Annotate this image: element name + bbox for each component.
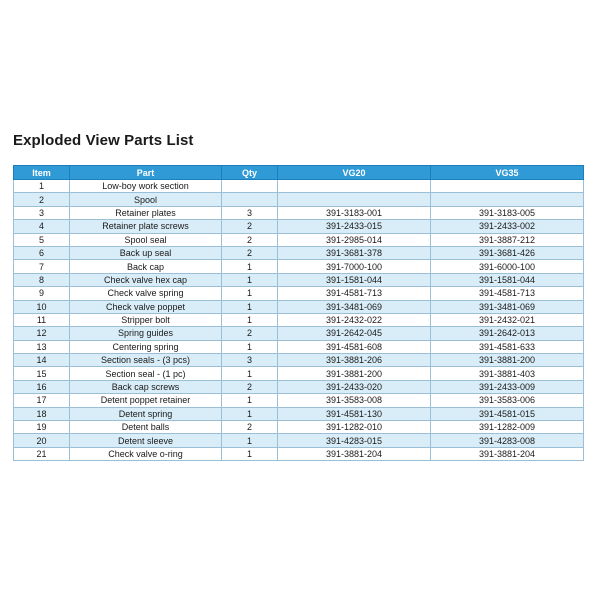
cell-vg35 xyxy=(431,180,584,193)
page-title: Exploded View Parts List xyxy=(13,132,194,149)
cell-vg20: 391-4581-130 xyxy=(278,407,431,420)
cell-vg20: 391-2432-022 xyxy=(278,313,431,326)
cell-part: Section seals - (3 pcs) xyxy=(70,354,222,367)
cell-vg20: 391-3481-069 xyxy=(278,300,431,313)
cell-part: Stripper bolt xyxy=(70,313,222,326)
table-header-row xyxy=(14,166,584,180)
cell-vg20: 391-3583-008 xyxy=(278,394,431,407)
cell-vg35: 391-4581-713 xyxy=(431,287,584,300)
cell-qty: 1 xyxy=(222,287,278,300)
cell-part: Detent balls xyxy=(70,421,222,434)
column-header-vg20: VG20 xyxy=(278,166,431,180)
cell-qty: 1 xyxy=(222,340,278,353)
cell-vg35: 391-4283-008 xyxy=(431,434,584,447)
cell-qty: 2 xyxy=(222,380,278,393)
cell-qty: 1 xyxy=(222,407,278,420)
table-body xyxy=(14,180,584,461)
cell-part: Centering spring xyxy=(70,340,222,353)
cell-item: 8 xyxy=(14,273,70,286)
cell-part: Spring guides xyxy=(70,327,222,340)
table-row xyxy=(14,421,584,434)
cell-vg20: 391-3183-001 xyxy=(278,206,431,219)
cell-part: Check valve o-ring xyxy=(70,447,222,460)
cell-vg20 xyxy=(278,180,431,193)
cell-qty: 1 xyxy=(222,367,278,380)
table-row xyxy=(14,233,584,246)
cell-vg35: 391-4581-015 xyxy=(431,407,584,420)
cell-qty: 2 xyxy=(222,220,278,233)
cell-qty: 1 xyxy=(222,313,278,326)
cell-vg20: 391-2985-014 xyxy=(278,233,431,246)
cell-vg20: 391-7000-100 xyxy=(278,260,431,273)
cell-vg20 xyxy=(278,193,431,206)
cell-qty: 2 xyxy=(222,421,278,434)
cell-vg35: 391-1581-044 xyxy=(431,273,584,286)
cell-vg35: 391-3881-200 xyxy=(431,354,584,367)
cell-part: Spool seal xyxy=(70,233,222,246)
table-row xyxy=(14,367,584,380)
cell-qty: 2 xyxy=(222,327,278,340)
cell-part: Check valve poppet xyxy=(70,300,222,313)
cell-part: Retainer plates xyxy=(70,206,222,219)
table-row xyxy=(14,327,584,340)
cell-vg20: 391-3681-378 xyxy=(278,246,431,259)
cell-vg20: 391-4283-015 xyxy=(278,434,431,447)
table-row xyxy=(14,180,584,193)
cell-part: Retainer plate screws xyxy=(70,220,222,233)
cell-item: 14 xyxy=(14,354,70,367)
cell-part: Section seal - (1 pc) xyxy=(70,367,222,380)
cell-qty: 1 xyxy=(222,260,278,273)
cell-item: 7 xyxy=(14,260,70,273)
cell-qty: 3 xyxy=(222,354,278,367)
cell-item: 16 xyxy=(14,380,70,393)
table-row xyxy=(14,206,584,219)
column-header-vg35: VG35 xyxy=(431,166,584,180)
parts-table xyxy=(13,165,584,461)
cell-item: 2 xyxy=(14,193,70,206)
cell-part: Detent poppet retainer xyxy=(70,394,222,407)
column-header-part: Part xyxy=(70,166,222,180)
cell-item: 19 xyxy=(14,421,70,434)
cell-vg35 xyxy=(431,193,584,206)
table-row xyxy=(14,434,584,447)
table-row xyxy=(14,273,584,286)
cell-vg35: 391-2433-002 xyxy=(431,220,584,233)
cell-part: Back cap xyxy=(70,260,222,273)
cell-qty xyxy=(222,180,278,193)
cell-item: 5 xyxy=(14,233,70,246)
table-row xyxy=(14,447,584,460)
cell-vg20: 391-3881-204 xyxy=(278,447,431,460)
cell-vg35: 391-6000-100 xyxy=(431,260,584,273)
cell-vg35: 391-2642-013 xyxy=(431,327,584,340)
table-row xyxy=(14,313,584,326)
cell-qty: 1 xyxy=(222,447,278,460)
cell-vg20: 391-2433-020 xyxy=(278,380,431,393)
cell-item: 21 xyxy=(14,447,70,460)
table-row xyxy=(14,287,584,300)
cell-vg35: 391-2433-009 xyxy=(431,380,584,393)
table-row xyxy=(14,300,584,313)
cell-vg20: 391-1581-044 xyxy=(278,273,431,286)
cell-vg35: 391-3481-069 xyxy=(431,300,584,313)
cell-vg20: 391-2642-045 xyxy=(278,327,431,340)
table-row xyxy=(14,220,584,233)
cell-item: 4 xyxy=(14,220,70,233)
cell-item: 12 xyxy=(14,327,70,340)
cell-qty: 1 xyxy=(222,394,278,407)
cell-item: 13 xyxy=(14,340,70,353)
cell-vg20: 391-2433-015 xyxy=(278,220,431,233)
cell-vg35: 391-2432-021 xyxy=(431,313,584,326)
cell-item: 10 xyxy=(14,300,70,313)
cell-qty: 3 xyxy=(222,206,278,219)
cell-item: 15 xyxy=(14,367,70,380)
table-row xyxy=(14,394,584,407)
cell-item: 9 xyxy=(14,287,70,300)
cell-vg20: 391-4581-713 xyxy=(278,287,431,300)
cell-item: 6 xyxy=(14,246,70,259)
cell-qty xyxy=(222,193,278,206)
cell-qty: 2 xyxy=(222,233,278,246)
cell-qty: 1 xyxy=(222,300,278,313)
cell-vg35: 391-3583-006 xyxy=(431,394,584,407)
cell-part: Back cap screws xyxy=(70,380,222,393)
cell-part: Low-boy work section xyxy=(70,180,222,193)
cell-part: Spool xyxy=(70,193,222,206)
cell-vg35: 391-3681-426 xyxy=(431,246,584,259)
cell-item: 18 xyxy=(14,407,70,420)
cell-part: Check valve spring xyxy=(70,287,222,300)
cell-vg35: 391-3881-204 xyxy=(431,447,584,460)
table-row xyxy=(14,246,584,259)
column-header-qty: Qty xyxy=(222,166,278,180)
cell-vg35: 391-1282-009 xyxy=(431,421,584,434)
cell-vg20: 391-4581-608 xyxy=(278,340,431,353)
cell-item: 17 xyxy=(14,394,70,407)
cell-vg35: 391-3183-005 xyxy=(431,206,584,219)
table-row xyxy=(14,193,584,206)
table-row xyxy=(14,354,584,367)
cell-part: Check valve hex cap xyxy=(70,273,222,286)
cell-qty: 2 xyxy=(222,246,278,259)
cell-part: Detent sleeve xyxy=(70,434,222,447)
cell-part: Detent spring xyxy=(70,407,222,420)
cell-item: 11 xyxy=(14,313,70,326)
cell-item: 20 xyxy=(14,434,70,447)
table-row xyxy=(14,340,584,353)
cell-qty: 1 xyxy=(222,434,278,447)
column-header-item: Item xyxy=(14,166,70,180)
cell-vg20: 391-3881-200 xyxy=(278,367,431,380)
cell-item: 3 xyxy=(14,206,70,219)
cell-vg20: 391-1282-010 xyxy=(278,421,431,434)
cell-item: 1 xyxy=(14,180,70,193)
cell-vg35: 391-3881-403 xyxy=(431,367,584,380)
cell-vg35: 391-3887-212 xyxy=(431,233,584,246)
table-row xyxy=(14,380,584,393)
cell-qty: 1 xyxy=(222,273,278,286)
table-row xyxy=(14,407,584,420)
cell-vg35: 391-4581-633 xyxy=(431,340,584,353)
cell-vg20: 391-3881-206 xyxy=(278,354,431,367)
table-row xyxy=(14,260,584,273)
cell-part: Back up seal xyxy=(70,246,222,259)
